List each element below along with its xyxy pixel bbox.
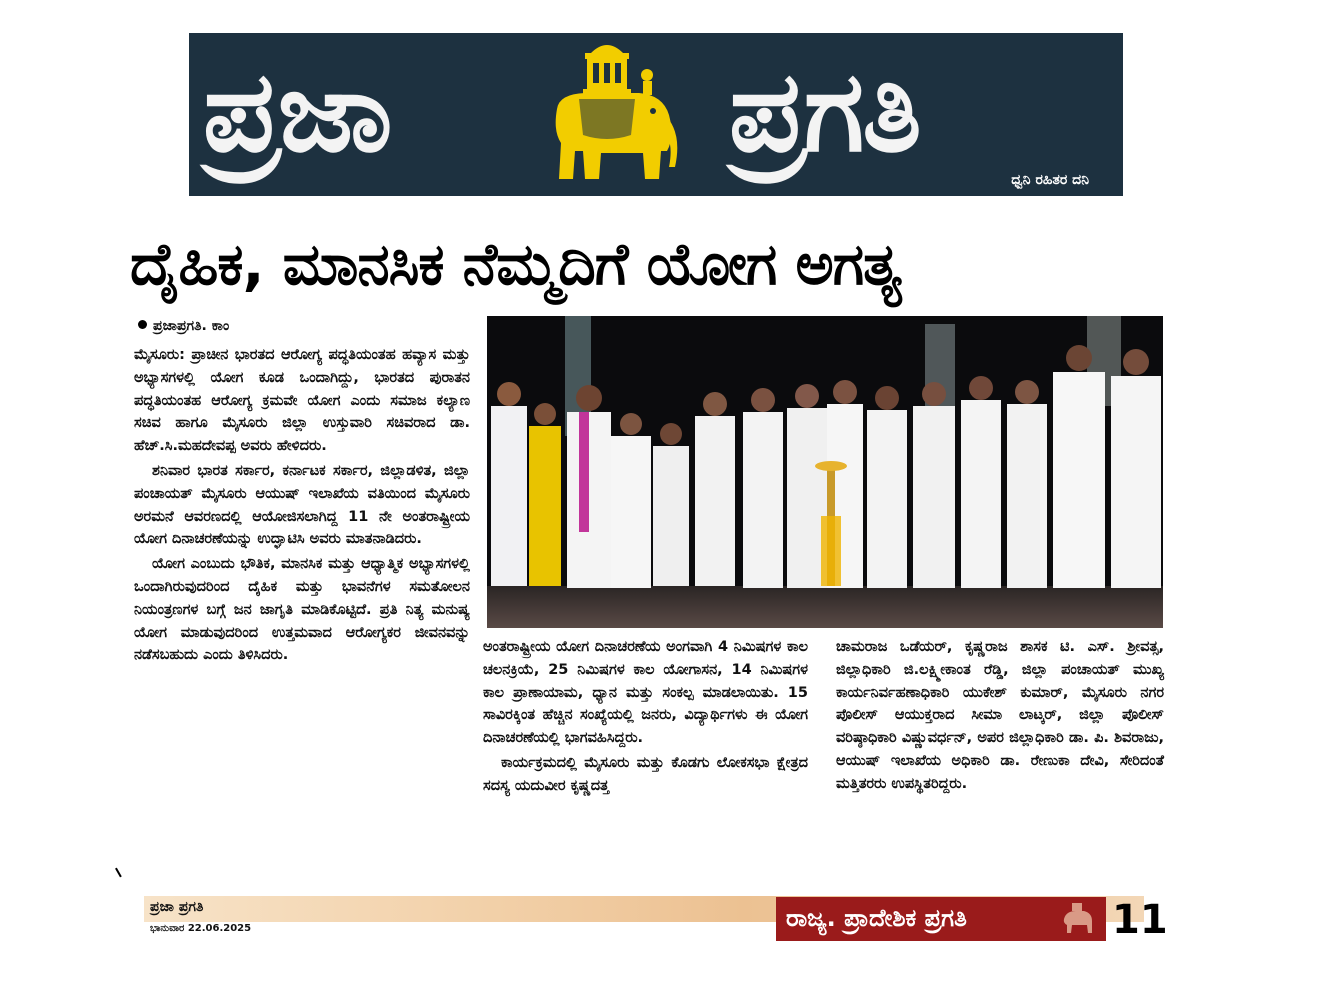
paragraph: ಮೈಸೂರು: ಪ್ರಾಚೀನ ಭಾರತದ ಆರೋಗ್ಯ ಪದ್ಧತಿಯಂತಹ ಹವ್ಯಾಸ ಮತ್ತು ಅಭ್ಯಾಸಗಳಲ್ಲಿ ಯೋಗ ಕೂಡ ಒಂದಾಗಿದ್ದು, ಭಾರತದ ಪುರಾತನ ಪದ್ಧತಿಯಂತಹ ಆರೋಗ್ಯ ಕ್ರಮವೇ ಯೋಗ ಎಂದು ಸಮಾಜ ಕಲ್ಯಾಣ ಸಚಿವ ಹಾಗೂ ಮೈಸೂರು ಜಿಲ್ಲಾ ಉಸ್ತುವಾರಿ ಸಚಿವರಾದ ಡಾ. ಹೆಚ್.ಸಿ.ಮಹದೇವಪ್ಪ ಅವರು ಹೇಳಿದರು. — [134, 347, 470, 455]
elephant-icon — [1058, 901, 1096, 937]
footer-paper-name: ಪ್ರಜಾ ಪ್ರಗತಿ — [150, 899, 204, 915]
event-photo — [487, 316, 1163, 628]
byline — [138, 318, 229, 334]
print-mark — [115, 865, 127, 878]
masthead-tagline: ಧ್ವನಿ ರಹಿತರ ದನಿ — [1011, 172, 1089, 188]
section-label: ರಾಜ್ಯ. ಪ್ರಾದೇಶಿಕ ಪ್ರಗತಿ — [786, 904, 967, 932]
article-column-1 — [134, 344, 470, 667]
article-column-3 — [836, 636, 1164, 796]
page-number: 11 — [1112, 897, 1168, 943]
footer-date: ಭಾನುವಾರ 22.06.2025 — [150, 923, 252, 934]
article-headline: ದೈಹಿಕ, ಮಾನಸಿಕ ನೆಮ್ಮದಿಗೆ ಯೋಗ ಅಗತ್ಯ — [130, 230, 901, 298]
byline-text: ಪ್ರಜಾಪ್ರಗತಿ. ಕಾಂ — [153, 318, 230, 334]
paragraph: ಅಂತರಾಷ್ಟ್ರೀಯ ಯೋಗ ದಿನಾಚರಣೆಯ ಅಂಗವಾಗಿ 4 ನಿಮಿಷಗಳ ಕಾಲ ಚಲನಕ್ರಿಯೆ, 25 ನಿಮಿಷಗಳ ಕಾಲ ಯೋಗಾಸನ, 14 ನಿಮಿಷಗಳ ಕಾಲ ಪ್ರಾಣಾಯಾಮ, ಧ್ಯಾನ ಮತ್ತು ಸಂಕಲ್ಪ ಮಾಡಲಾಯಿತು. 15 ಸಾವಿರಕ್ಕಿಂತ ಹೆಚ್ಚಿನ ಸಂಖ್ಯೆಯಲ್ಲಿ ಜನರು, ವಿದ್ಯಾರ್ಥಿಗಳು ಈ ಯೋಗ ದಿನಾಚರಣೆಯಲ್ಲಿ ಭಾಗವಹಿಸಿದ್ದರು. — [483, 639, 808, 747]
dasara-elephant-icon — [535, 39, 685, 189]
masthead-title-left: ಪ್ರಜಾ — [203, 47, 391, 177]
event-photo-illustration — [487, 316, 1163, 628]
paragraph: ಶನಿವಾರ ಭಾರತ ಸರ್ಕಾರ, ಕರ್ನಾಟಕ ಸರ್ಕಾರ, ಜಿಲ್ಲಾಡಳಿತ, ಜಿಲ್ಲಾ ಪಂಚಾಯತ್ ಮೈಸೂರು ಆಯುಷ್ ಇಲಾಖೆಯ ವತಿಯಿಂದ ಮೈಸೂರು ಅರಮನೆ ಆವರಣದಲ್ಲಿ ಆಯೋಜಿಸಲಾಗಿದ್ದ 11 ನೇ ಅಂತರಾಷ್ಟ್ರೀಯ ಯೋಗ ದಿನಾಚರಣೆಯನ್ನು ಉದ್ಘಾಟಿಸಿ ಅವರು ಮಾತನಾಡಿದರು. — [134, 462, 470, 548]
masthead-title-right: ಪ್ರಗತಿ — [729, 47, 920, 177]
paragraph: ಚಾಮರಾಜ ಒಡೆಯರ್, ಕೃಷ್ಣರಾಜ ಶಾಸಕ ಟಿ. ಎಸ್. ಶ್ರೀವತ್ಸ, ಜಿಲ್ಲಾಧಿಕಾರಿ ಜಿ.ಲಕ್ಷ್ಮೀಕಾಂತ ರೆಡ್ಡಿ, ಜಿಲ್ಲಾ ಪಂಚಾಯತ್ ಮುಖ್ಯ ಕಾರ್ಯನಿರ್ವಹಣಾಧಿಕಾರಿ ಯುಕೇಶ್ ಕುಮಾರ್, ಮೈಸೂರು ನಗರ ಪೊಲೀಸ್ ಆಯುಕ್ತರಾದ ಸೀಮಾ ಲಾಟ್ಕರ್, ಜಿಲ್ಲಾ ಪೊಲೀಸ್ ವರಿಷ್ಠಾಧಿಕಾರಿ ವಿಷ್ಣುವರ್ಧನ್, ಅಪರ ಜಿಲ್ಲಾಧಿಕಾರಿ ಡಾ. ಪಿ. ಶಿವರಾಜು, ಆಯುಷ್ ಇಲಾಖೆಯ ಅಧಿಕಾರಿ ಡಾ. ರೇಣುಕಾ ದೇವಿ, ಸೇರಿದಂತೆ ಮತ್ತಿತರರು ಉಪಸ್ಥಿತರಿದ್ದರು. — [836, 639, 1164, 792]
article-column-2 — [483, 636, 808, 798]
masthead — [189, 33, 1123, 196]
bullet-icon — [138, 320, 147, 329]
paragraph: ಕಾರ್ಯಕ್ರಮದಲ್ಲಿ ಮೈಸೂರು ಮತ್ತು ಕೊಡಗು ಲೋಕಸಭಾ ಕ್ಷೇತ್ರದ ಸದಸ್ಯ ಯದುವೀರ ಕೃಷ್ಣದತ್ತ — [483, 754, 808, 794]
paragraph: ಯೋಗ ಎಂಬುದು ಭೌತಿಕ, ಮಾನಸಿಕ ಮತ್ತು ಆಧ್ಯಾತ್ಮಿಕ ಅಭ್ಯಾಸಗಳಲ್ಲಿ ಒಂದಾಗಿರುವುದರಿಂದ ದೈಹಿಕ ಮತ್ತು ಭಾವನೆಗಳ ಸಮತೋಲನ ನಿಯಂತ್ರಣಗಳ ಬಗ್ಗೆ ಜನ ಜಾಗೃತಿ ಮಾಡಿಕೊಟ್ಟಿದೆ. ಪ್ರತಿ ನಿತ್ಯ ಮನುಷ್ಯ ಯೋಗ ಮಾಡುವುದರಿಂದ ಉತ್ತಮವಾದ ಆರೋಗ್ಯಕರ ಜೀವನವನ್ನು ನಡೆಸಬಹುದು ಎಂದು ತಿಳಿಸಿದರು. — [134, 556, 470, 664]
